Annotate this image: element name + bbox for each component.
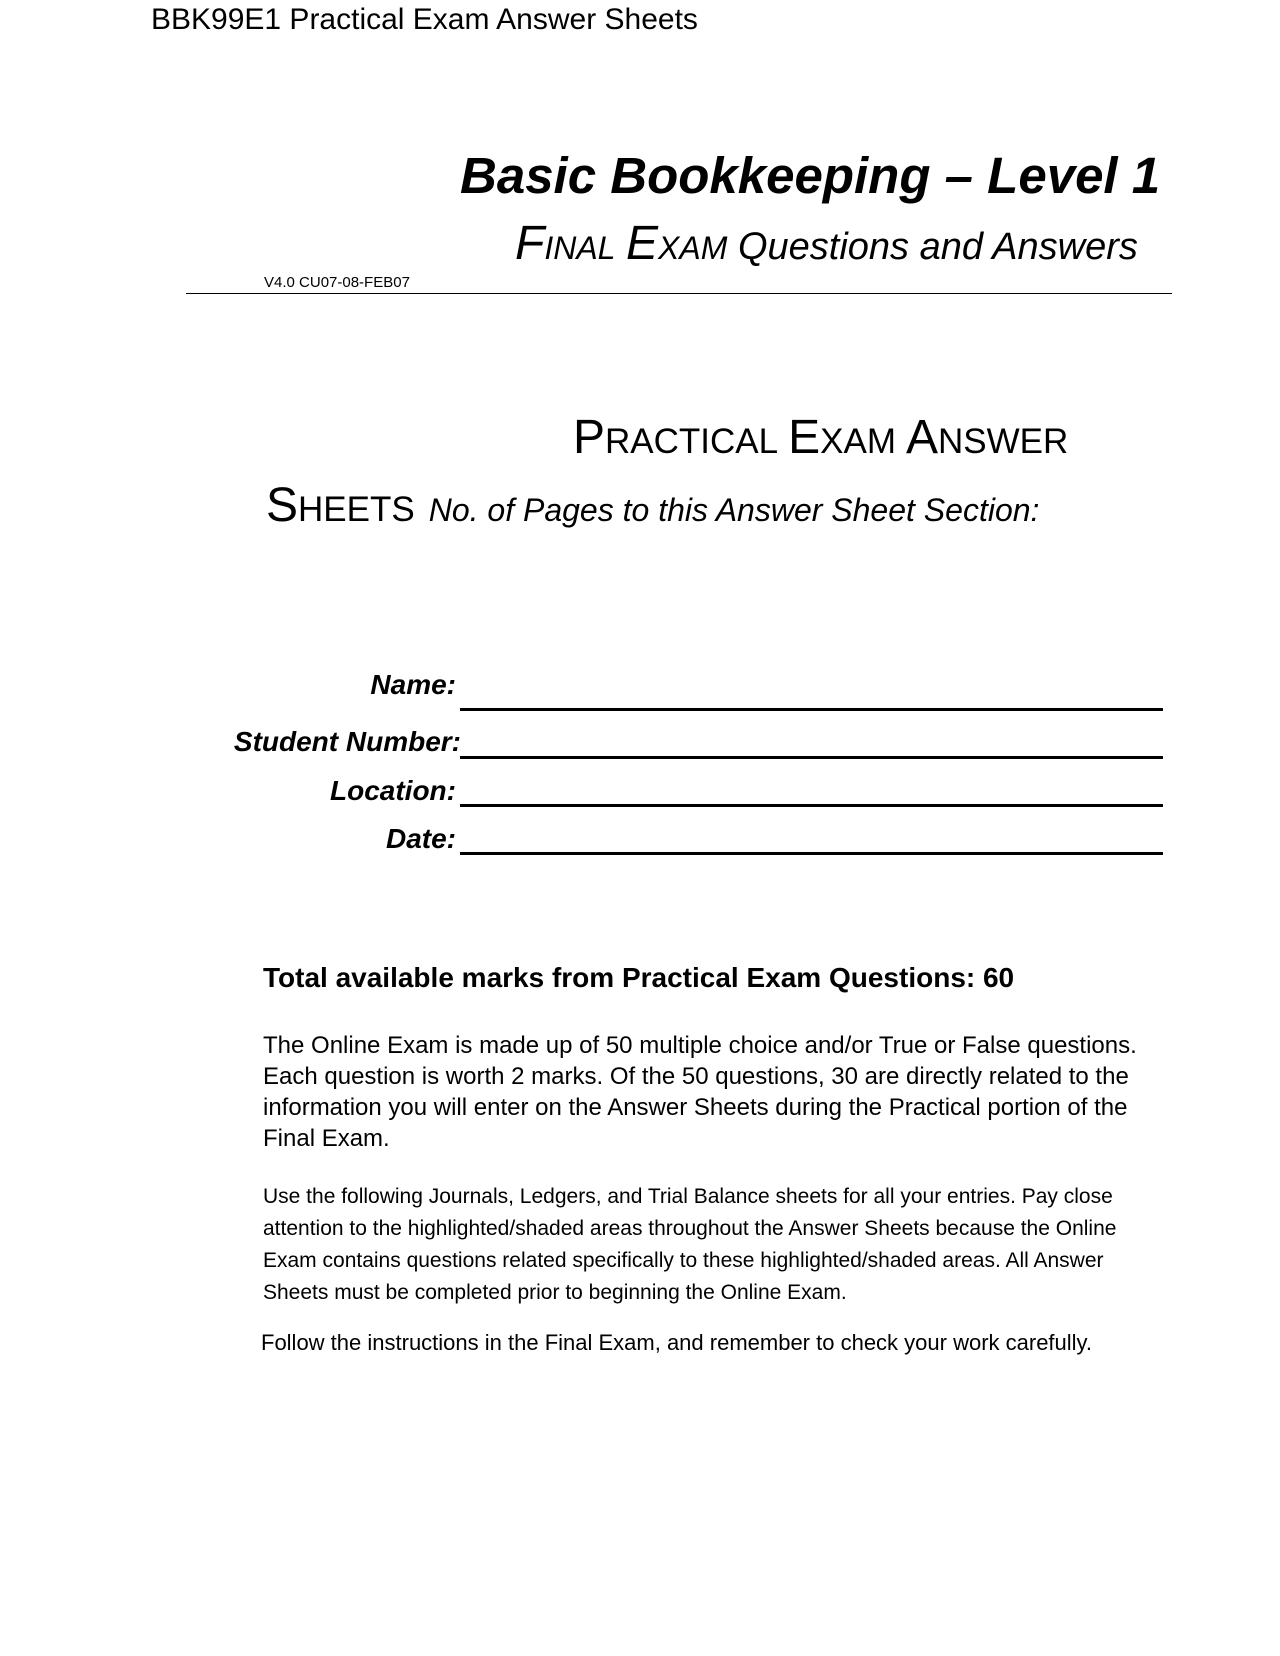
instructions-paragraph: Follow the instructions in the Final Exam, and remember to check your work carefully. bbox=[261, 1330, 1093, 1355]
student-number-field[interactable] bbox=[460, 756, 1163, 759]
subtitle-inal: INAL bbox=[544, 230, 616, 266]
section-ractical: RACTICAL bbox=[605, 422, 779, 461]
student-number-label: Student Number: bbox=[233, 726, 461, 757]
location-label: Location: bbox=[330, 775, 456, 806]
date-label: Date: bbox=[385, 823, 456, 854]
section-heading-line-1 bbox=[573, 410, 1068, 470]
subtitle-rest: Questions and Answers bbox=[737, 226, 1138, 268]
section-initial-p: P bbox=[573, 411, 606, 464]
date-field[interactable] bbox=[460, 852, 1163, 855]
answer-sheets-paragraph: Use the following Journals, Ledgers, and Trial Balance sheets for all your entries. Pay close attention to the highlighted/shaded areas throughout the Answer Sheets because the Online Exam contains questions related specifically to these highlighted/shaded areas. All Answer Sheets must be completed prior to beginning the Online Exam. bbox=[263, 1185, 1117, 1304]
subtitle-xam: XAM bbox=[658, 230, 728, 266]
section-initial-s: S bbox=[266, 479, 299, 532]
location-field[interactable] bbox=[460, 804, 1163, 807]
section-initial-e: E bbox=[788, 411, 821, 464]
running-header: BBK99E1 Practical Exam Answer Sheets bbox=[151, 3, 698, 36]
title-divider bbox=[186, 293, 1172, 294]
document-subtitle bbox=[515, 216, 1138, 276]
section-xam: XAM bbox=[820, 422, 896, 461]
subtitle-initial-f: F bbox=[515, 217, 545, 270]
section-heading-line-2 bbox=[266, 478, 1039, 538]
pages-count-label: No. of Pages to this Answer Sheet Section: bbox=[428, 492, 1040, 528]
name-label: Name: bbox=[370, 669, 456, 700]
version-label: V4.0 CU07-08-FEB07 bbox=[264, 274, 410, 291]
section-nswer: NSWER bbox=[938, 422, 1069, 461]
section-heets: HEETS bbox=[298, 490, 415, 529]
total-marks-heading: Total available marks from Practical Exam Questions: 60 bbox=[263, 962, 1015, 993]
section-initial-a: A bbox=[906, 411, 939, 464]
document-title: Basic Bookkeeping – Level 1 bbox=[460, 147, 1161, 204]
online-exam-paragraph: The Online Exam is made up of 50 multiple choice and/or True or False questions. Each question is worth 2 marks. Of the 50 questions, 30 are directly related to the information you will enter on the Answer Sheets during the Practical portion of the Final Exam. bbox=[263, 1032, 1137, 1152]
subtitle-initial-e: E bbox=[626, 217, 659, 270]
name-field[interactable] bbox=[460, 708, 1163, 711]
